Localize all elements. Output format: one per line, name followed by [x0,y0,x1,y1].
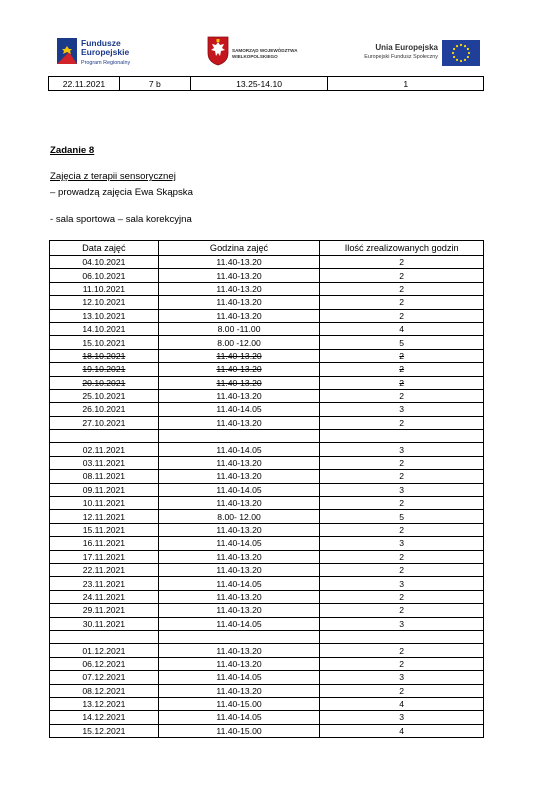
cell-date: 24.11.2021 [50,590,159,603]
table-row [50,644,484,657]
task-teacher: – prowadzą zajęcia Ewa Skąpska [50,187,193,198]
cell-date: 30.11.2021 [50,617,159,630]
wlkp-line2: WIELKOPOLSKIEGO [232,53,278,59]
task-room: - sala sportowa – sala korekcyjna [50,214,192,225]
cell-hours: 2 [320,256,484,269]
previous-table-row [48,76,484,91]
table-row [50,322,484,335]
task-subject: Zajęcia z terapii sensorycznej [50,171,176,182]
cell-date: 03.11.2021 [50,456,159,469]
cell-class: 7 b [119,77,190,91]
cell-date: 22.11.2021 [49,77,120,91]
cell-date: 26.10.2021 [50,403,159,416]
fundusze-europejskie-logo [57,36,167,70]
cell-date: 29.11.2021 [50,604,159,617]
cell-time: 11.40-13.20 [158,416,320,429]
table-row [50,604,484,617]
cell-time: 11.40-13.20 [158,282,320,295]
table-row [50,403,484,416]
cell-time: 11.40-13.20 [158,376,320,389]
table-row [50,349,484,362]
cell-time: 8.00- 12.00 [158,510,320,523]
cell-date: 23.11.2021 [50,577,159,590]
cell-hours: 2 [320,550,484,563]
table-row [50,711,484,724]
cell-hours: 5 [320,336,484,349]
cell-hours: 3 [320,577,484,590]
cell-hours: 2 [320,563,484,576]
table-row [50,296,484,309]
cell-time: 11.40-13.20 [158,456,320,469]
cell-time [158,430,320,443]
cell-time: 11.40-14.05 [158,403,320,416]
cell-hours: 2 [320,497,484,510]
table-row [50,309,484,322]
cell-hours: 2 [320,470,484,483]
cell-time: 11.40-14.05 [158,617,320,630]
cell-hours: 3 [320,711,484,724]
wlkp-line1: SAMORZĄD WOJEWÓDZTWA [232,48,298,53]
cell-hours [320,630,484,643]
cell-hours: 3 [320,483,484,496]
cell-hours: 2 [320,604,484,617]
cell-date: 12.11.2021 [50,510,159,523]
table-row [50,537,484,550]
cell-date: 08.12.2021 [50,684,159,697]
schedule-table [49,240,484,738]
cell-time: 11.40-13.20 [158,684,320,697]
cell-date: 14.10.2021 [50,322,159,335]
cell-time: 11.40-13.20 [158,590,320,603]
header-logos [0,36,533,72]
table-row [50,671,484,684]
fe-line1: Fundusze [81,38,121,48]
cell-date: 07.12.2021 [50,671,159,684]
table-header-row [50,241,484,256]
cell-hours: 2 [320,456,484,469]
table-row [50,416,484,429]
cell-date: 14.12.2021 [50,711,159,724]
samorzad-wielkopolska-logo [205,36,315,70]
cell-hours: 3 [320,617,484,630]
cell-date: 01.12.2021 [50,644,159,657]
task-title: Zadanie 8 [50,145,95,156]
cell-time: 11.40-15.00 [158,697,320,710]
cell-time: 11.40-13.20 [158,363,320,376]
eu-flag-icon [442,40,480,66]
cell-date: 15.11.2021 [50,523,159,536]
cell-time: 11.40-13.20 [158,644,320,657]
cell-hours: 2 [320,416,484,429]
table-row [50,697,484,710]
table-row [50,389,484,402]
cell-hours: 5 [320,510,484,523]
cell-hours: 2 [320,376,484,389]
cell-hours: 4 [320,322,484,335]
cell-hours: 2 [320,590,484,603]
cell-time: 11.40-15.00 [158,724,320,737]
table-row [50,456,484,469]
cell-date: 13.10.2021 [50,309,159,322]
header-date: Data zajęć [50,241,159,256]
cell-date: 19.10.2021 [50,363,159,376]
wielkopolska-eagle-shield-icon [207,36,229,66]
cell-hours: 4 [320,724,484,737]
cell-time: 11.40-13.20 [158,563,320,576]
cell-time: 11.40-14.05 [158,577,320,590]
schedule-body [50,256,484,738]
cell-date: 04.10.2021 [50,256,159,269]
table-row [50,724,484,737]
cell-time: 11.40-13.20 [158,269,320,282]
cell-hours: 2 [320,684,484,697]
cell-date: 10.11.2021 [50,497,159,510]
cell-date [50,630,159,643]
table-row [50,630,484,643]
cell-date: 22.11.2021 [50,563,159,576]
cell-hours: 3 [320,443,484,456]
cell-time: 11.40-13.20 [158,657,320,670]
table-row [50,684,484,697]
table-row [50,483,484,496]
cell-date: 25.10.2021 [50,389,159,402]
table-row [50,443,484,456]
table-row [50,523,484,536]
cell-time: 11.40-14.05 [158,483,320,496]
cell-date: 11.10.2021 [50,282,159,295]
cell-hours: 2 [320,389,484,402]
table-row [50,577,484,590]
cell-hours: 2 [320,644,484,657]
cell-date: 02.11.2021 [50,443,159,456]
table-row [50,510,484,523]
cell-date: 20.10.2021 [50,376,159,389]
ue-line2: Europejski Fundusz Społeczny [364,54,438,60]
cell-time: 11.40-13.20 [158,256,320,269]
table-row [50,336,484,349]
cell-hours: 1 [328,77,484,91]
cell-time: 11.40-13.20 [158,470,320,483]
cell-time [158,630,320,643]
cell-time: 8.00 -12.00 [158,336,320,349]
header-hours: Ilość zrealizowanych godzin [320,241,484,256]
unia-europejska-logo [345,36,485,70]
table-row [50,657,484,670]
cell-time: 11.40-13.20 [158,296,320,309]
cell-time: 13.25-14.10 [190,77,328,91]
cell-date [50,430,159,443]
cell-date: 17.11.2021 [50,550,159,563]
cell-hours: 3 [320,537,484,550]
table-row [50,376,484,389]
table-row [50,497,484,510]
table-row [50,282,484,295]
table-row [50,269,484,282]
cell-hours: 2 [320,523,484,536]
cell-time: 11.40-14.05 [158,537,320,550]
cell-time: 11.40-13.20 [158,349,320,362]
cell-hours: 2 [320,349,484,362]
cell-date: 18.10.2021 [50,349,159,362]
cell-hours: 2 [320,657,484,670]
ue-line1: Unia Europejska [375,43,438,52]
cell-hours: 2 [320,309,484,322]
cell-date: 09.11.2021 [50,483,159,496]
cell-time: 11.40-13.20 [158,550,320,563]
cell-date: 06.10.2021 [50,269,159,282]
cell-hours [320,430,484,443]
cell-date: 16.11.2021 [50,537,159,550]
cell-hours: 3 [320,671,484,684]
table-row [50,550,484,563]
cell-time: 11.40-13.20 [158,604,320,617]
cell-time: 11.40-13.20 [158,389,320,402]
cell-date: 15.10.2021 [50,336,159,349]
cell-time: 11.40-13.20 [158,309,320,322]
table-row [50,470,484,483]
table-row [49,77,484,91]
table-row [50,363,484,376]
table-row [50,590,484,603]
cell-hours: 2 [320,282,484,295]
cell-time: 11.40-14.05 [158,443,320,456]
table-row [50,563,484,576]
cell-date: 27.10.2021 [50,416,159,429]
cell-date: 13.12.2021 [50,697,159,710]
cell-time: 11.40-14.05 [158,671,320,684]
cell-hours: 2 [320,296,484,309]
cell-date: 15.12.2021 [50,724,159,737]
fe-line3: Program Regionalny [81,60,131,66]
cell-date: 06.12.2021 [50,657,159,670]
cell-hours: 3 [320,403,484,416]
cell-time: 11.40-13.20 [158,497,320,510]
cell-time: 8.00 -11.00 [158,322,320,335]
cell-date: 12.10.2021 [50,296,159,309]
table-row [50,617,484,630]
table-row [50,256,484,269]
fe-line2: Europejskie [81,47,130,57]
cell-time: 11.40-14.05 [158,711,320,724]
header-time: Godzina zajęć [158,241,320,256]
cell-time: 11.40-13.20 [158,523,320,536]
cell-hours: 4 [320,697,484,710]
table-row [50,430,484,443]
fundusze-europejskie-mark-icon [57,38,77,64]
cell-hours: 2 [320,363,484,376]
cell-date: 08.11.2021 [50,470,159,483]
cell-hours: 2 [320,269,484,282]
